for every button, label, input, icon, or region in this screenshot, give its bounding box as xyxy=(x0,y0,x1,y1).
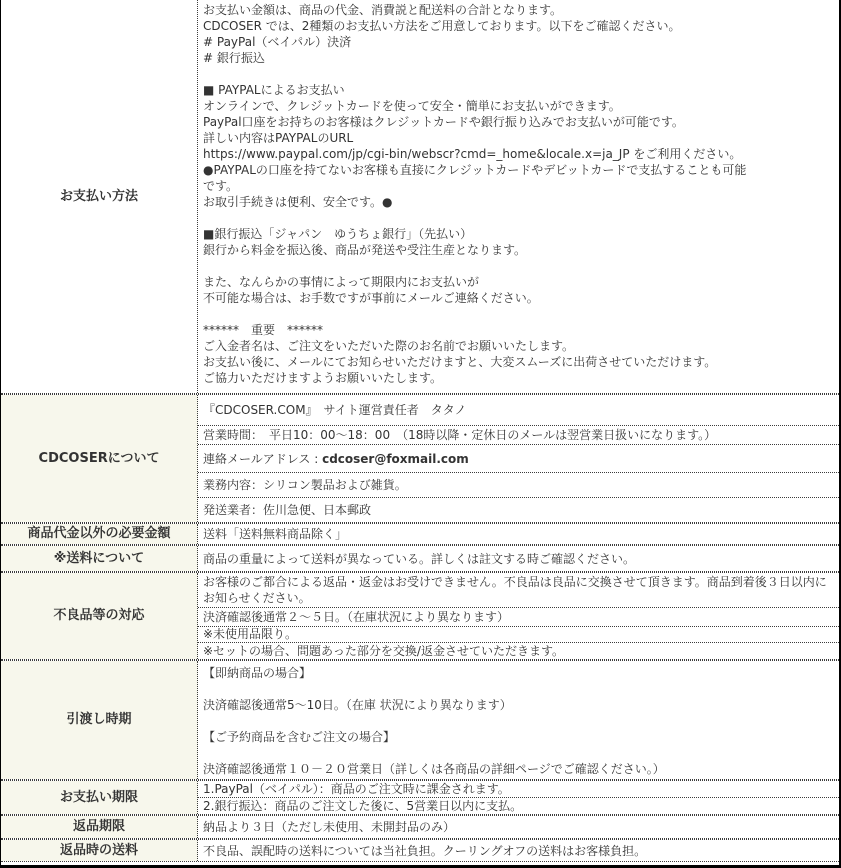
text-line: ●PAYPALの口座を持てないお客様も直接にクレジットカードやデビットカードで支払することも可能 xyxy=(203,163,747,177)
text-line xyxy=(203,258,835,274)
defective-items-content xyxy=(198,573,839,659)
paypal-deadline-text: 1.PayPal（ベイパル）：商品のご注文時に課金されます。 xyxy=(203,782,510,796)
shipping-weight-text: 商品の重量によって送料が異なっている。詳しくは註文する時ご確認ください。 xyxy=(203,551,636,566)
section-label-return-deadline: 返品期限 xyxy=(1,816,198,838)
section-extra-fees xyxy=(1,523,839,545)
text-line: ご協力いただけますようお願いいたします。 xyxy=(203,371,443,385)
contact-email-row xyxy=(198,445,839,473)
text-line: また、なんらかの事情によって期限内にお支払いが xyxy=(203,275,480,289)
about-cdcoser-content xyxy=(198,395,839,522)
text-line: オンラインで、クレジットカードを使って安全・簡単にお支払いができます。 xyxy=(203,99,621,113)
text-line: ■銀行振込「ジャパン ゆうちょ銀行」（先払い） xyxy=(203,227,473,241)
section-delivery-time xyxy=(1,660,839,780)
text-line: 銀行から料金を振込後、商品が発送や受注生産となります。 xyxy=(203,243,527,257)
unused-only-text: ※未使用品限り。 xyxy=(203,627,298,641)
exchange-period-row xyxy=(198,608,839,627)
section-label-payment-method: お支払い方法 xyxy=(1,0,198,393)
return-shipping-cost-content xyxy=(198,840,839,861)
delivery-time-content xyxy=(198,661,839,779)
shipping-weight-row xyxy=(198,546,839,571)
text-line: 決済確認後通常１０－２０営業日（詳しくは各商品の詳細ページでご確認ください。） xyxy=(203,762,665,776)
contact-email-text xyxy=(203,451,836,467)
return-deadline-text: 納品より３日（ただし未使用、未開封品のみ） xyxy=(203,820,456,834)
text-line xyxy=(203,745,835,761)
text-line xyxy=(203,681,835,697)
text-line xyxy=(203,713,835,729)
text-line: お取引手続きは便利、安全です。● xyxy=(203,195,393,209)
business-hours-text: 営業時間： 平日10：00～18：00 （18時以降・定休日のメールは翌営業日扱いになります。） xyxy=(203,428,717,442)
paypal-deadline-row xyxy=(198,781,839,798)
text-line: お支払い金額は、商品の代金、消費説と配送料の合計となります。 xyxy=(203,3,563,17)
exchange-period-text: 決済確認後通常２～５日。（在庫状況により異なります） xyxy=(203,610,510,624)
text-line: です。 xyxy=(203,179,239,193)
payment-deadline-content xyxy=(198,781,839,814)
important-notice-heading: ****** 重要 ****** xyxy=(203,323,324,337)
return-deadline-row xyxy=(198,816,839,838)
section-payment-deadline xyxy=(1,780,839,815)
contact-email-label: 連絡メールアドレス : xyxy=(203,451,323,466)
text-line: # 銀行振込 xyxy=(203,51,265,65)
section-return-deadline xyxy=(1,815,839,839)
section-about-shipping xyxy=(1,545,839,572)
payment-method-text xyxy=(198,0,839,388)
return-shipping-cost-row xyxy=(198,840,839,861)
bank-deadline-row xyxy=(198,798,839,814)
shipping-fee-row xyxy=(198,524,839,543)
contact-email-address: cdcoser@foxmail.com xyxy=(322,451,469,466)
set-exchange-text: ※セットの場合、問題あった部分を交換/返金させていただきます。 xyxy=(203,644,565,658)
business-hours-row xyxy=(198,426,839,445)
text-line: 決済確認後通常5～10日。（在庫 状況により異なります） xyxy=(203,698,512,712)
text-line: ご入金者名は、ご注文をいただいた際のお名前でお願いいたします。 xyxy=(203,339,575,353)
return-policy-row xyxy=(198,573,839,608)
section-return-shipping-cost xyxy=(1,839,839,862)
bank-deadline-text: 2.銀行振込：商品のご注文した後に、5営業日以内に支払。 xyxy=(203,799,523,813)
section-label-return-shipping-cost: 返品時の送料 xyxy=(1,840,198,861)
business-content-row xyxy=(198,473,839,498)
paypal-url-text: https://www.paypal.com/jp/cgi-bin/webscr?cmd=_home&locale.x=ja_JP をご利用ください。 xyxy=(203,147,742,161)
section-label-extra-fees: 商品代金以外の必要金額 xyxy=(1,524,198,544)
shipping-fee-text: 送料「送料無料商品除く」 xyxy=(203,526,348,541)
section-label-delivery-time: 引渡し時期 xyxy=(1,661,198,779)
text-line xyxy=(203,306,835,322)
section-about-cdcoser xyxy=(1,394,839,523)
text-line: PayPal口座をお持ちのお客様はクレジットカードや銀行振り込みでお支払いが可能です。 xyxy=(203,115,684,129)
text-line: 【即納商品の場合】 xyxy=(203,666,312,680)
text-line: 【ご予約商品を含むご注文の場合】 xyxy=(203,730,396,744)
extra-fees-content xyxy=(198,524,839,544)
shipping-carrier-text: 発送業者：佐川急便、日本郵政 xyxy=(203,503,372,517)
text-line: # PayPal（ベイパル）決済 xyxy=(203,35,352,49)
text-line: 詳しい内容はPAYPALのURL xyxy=(203,131,354,145)
section-label-about-shipping: ※送料について xyxy=(1,546,198,571)
text-line xyxy=(203,66,835,82)
site-operator-row xyxy=(198,395,839,426)
text-line: CDCOSER では、2種類のお支払い方法をご用意しております。以下をご確認ください。 xyxy=(203,19,681,33)
return-deadline-content xyxy=(198,816,839,838)
section-label-payment-deadline: お支払い期限 xyxy=(1,781,198,814)
section-defective-items xyxy=(1,572,839,660)
section-payment-method xyxy=(1,0,839,394)
about-shipping-content xyxy=(198,546,839,571)
delivery-time-text xyxy=(198,661,839,779)
payment-method-content xyxy=(198,0,839,393)
text-line: 不可能な場合は、お手数ですが事前にメールご連絡ください。 xyxy=(203,291,539,305)
set-exchange-row xyxy=(198,643,839,659)
return-policy-text: お客様のご都合による返品・返金はお受けできません。不良品は良品に交換させて頂きます。商品到着後３日以内にお知らせください。 xyxy=(203,575,827,605)
business-content-text: 業務内容：シリコン製品および雑貨。 xyxy=(203,478,407,492)
text-line xyxy=(203,210,835,226)
section-label-about-cdcoser: CDCOSERについて xyxy=(1,395,198,522)
section-label-defective-items: 不良品等の対応 xyxy=(1,573,198,659)
unused-only-row xyxy=(198,627,839,643)
text-line: ■ PAYPALによるお支払い xyxy=(203,83,345,97)
return-shipping-cost-text: 不良品、誤配時の送料については当社負担。クーリングオフの送料はお客様負担。 xyxy=(203,843,647,858)
shipping-carrier-row xyxy=(198,498,839,522)
text-line: お支払い後に、メールにてお知らせいただけますと、大変スムーズに出荷させていただけます。 xyxy=(203,355,717,369)
site-operator-text: 『CDCOSER.COM』 サイト運営責任者 タタノ xyxy=(203,403,467,417)
